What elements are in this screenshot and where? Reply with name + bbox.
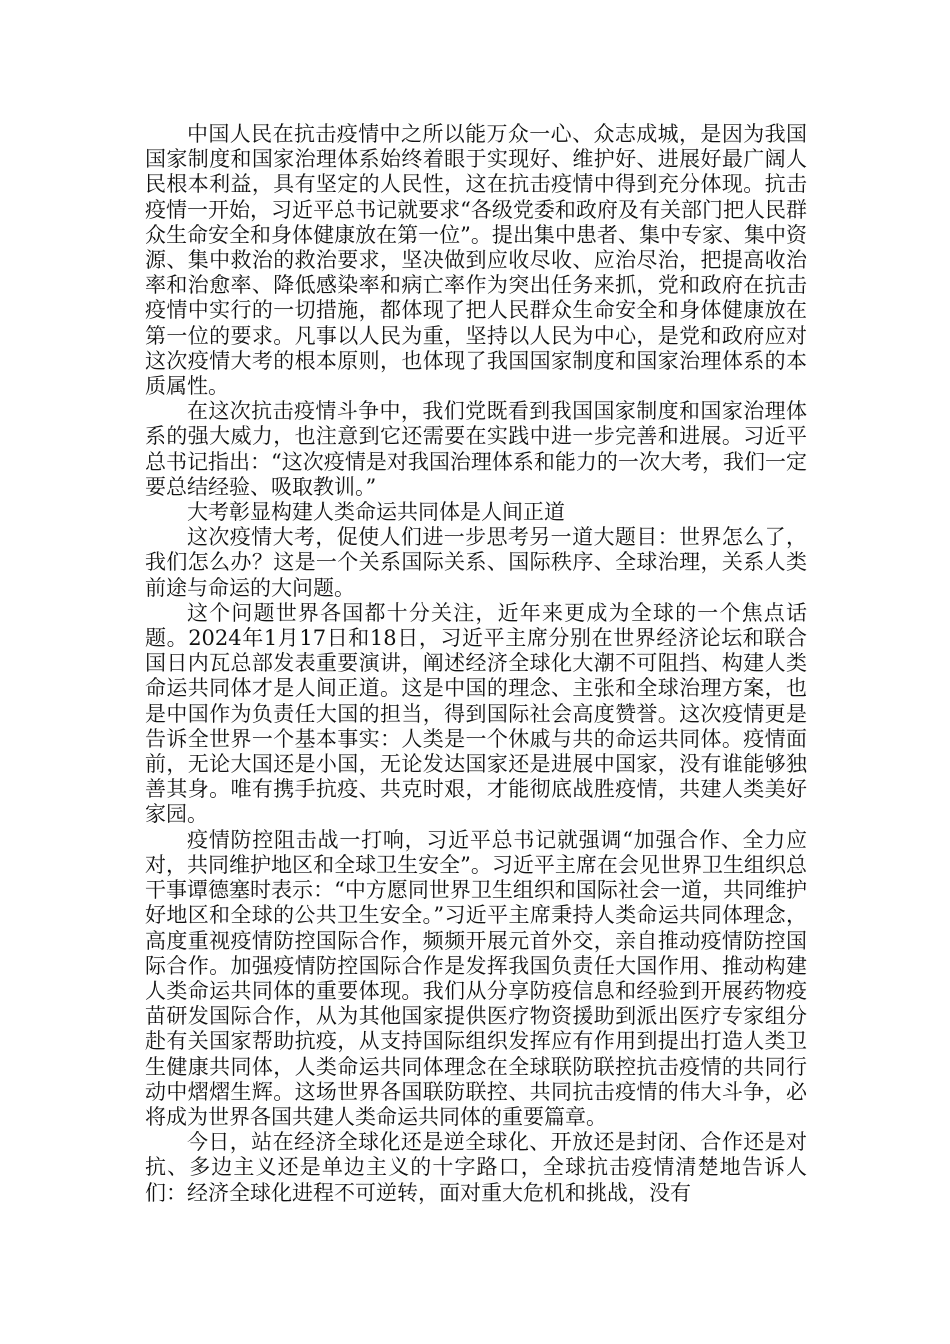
paragraph-people-centered: 中国人民在抗击疫情中之所以能万众一心、众志成城，是因为我国国家制度和国家治理体系始终着眼于实现好、维护好、进展好最广阔人民根本利益，具有坚定的人民性，这在抗击疫情中得到充分体现。抗击疫情一开始，习近平总书记就要求“各级党委和政府及有关部门把人民群众生命安全和身体健康放在第一位”。提出集中患者、集中专家、集中资源、集中救治的救治要求，坚决做到应收尽收、应治尽治，把提高收治率和治愈率、降低感染率和病亡率作为突出任务来抓，党和政府在抗击疫情中实行的一切措施，都体现了把人民群众生命安全和身体健康放在第一位的要求。凡事以人民为重，坚持以人民为中心，是党和政府应对这次疫情大考的根本原则，也体现了我国国家制度和国家治理体系的本质属性。: [145, 122, 807, 399]
paragraph-governance-test: 在这次抗击疫情斗争中，我们党既看到我国国家制度和国家治理体系的强大威力，也注意到它还需要在实践中进一步完善和进展。习近平总书记指出：“这次疫情是对我国治理体系和能力的一次大考，我们一定要总结经验、吸取教训。”: [145, 399, 807, 499]
paragraph-big-question: 这次疫情大考，促使人们进一步思考另一道大题目：世界怎么了，我们怎么办？这是一个关系国际关系、国际秩序、全球治理，关系人类前途与命运的大问题。: [145, 525, 807, 600]
paragraph-international-cooperation: 疫情防控阻击战一打响，习近平总书记就强调“加强合作、全力应对，共同维护地区和全球卫生安全”。习近平主席在会见世界卫生组织总干事谭德塞时表示：“中方愿同世界卫生组织和国际社会一道，共同维护好地区和全球的公共卫生安全。”习近平主席秉持人类命运共同体理念，高度重视疫情防控国际合作，频频开展元首外交，亲自推动疫情防控国际合作。加强疫情防控国际合作是发挥我国负责任大国作用、推动构建人类命运共同体的重要体现。我们从分享防疫信息和经验到开展药物疫苗研发国际合作，从为其他国家提供医疗物资援助到派出医疗专家组分赴有关国家帮助抗疫，从支持国际组织发挥应有作用到提出打造人类卫生健康共同体，人类命运共同体理念在全球联防联控抗击疫情的共同行动中熠熠生辉。这场世界各国联防联控、共同抗击疫情的伟大斗争，必将成为世界各国共建人类命运共同体的重要篇章。: [145, 827, 807, 1129]
paragraph-crossroads: 今日，站在经济全球化还是逆全球化、开放还是封闭、合作还是对抗、多边主义还是单边主义的十字路口，全球抗击疫情清楚地告诉人们：经济全球化进程不可逆转，面对重大危机和挑战，没有: [145, 1130, 807, 1205]
paragraph-global-focus: 这个问题世界各国都十分关注，近年来更成为全球的一个焦点话题。2024年1月17日和18日，习近平主席分别在世界经济论坛和联合国日内瓦总部发表重要演讲，阐述经济全球化大潮不可阻挡、构建人类命运共同体才是人间正道。这是中国的理念、主张和全球治理方案，也是中国作为负责任大国的担当，得到国际社会高度赞誉。这次疫情更是告诉全世界一个基本事实：人类是一个休戚与共的命运共同体。疫情面前，无论大国还是小国，无论发达国家还是进展中国家，没有谁能够独善其身。唯有携手抗疫、共克时艰，才能彻底战胜疫情，共建人类美好家园。: [145, 600, 807, 827]
document-body: [145, 122, 807, 1206]
section-heading: 大考彰显构建人类命运共同体是人间正道: [187, 500, 565, 525]
